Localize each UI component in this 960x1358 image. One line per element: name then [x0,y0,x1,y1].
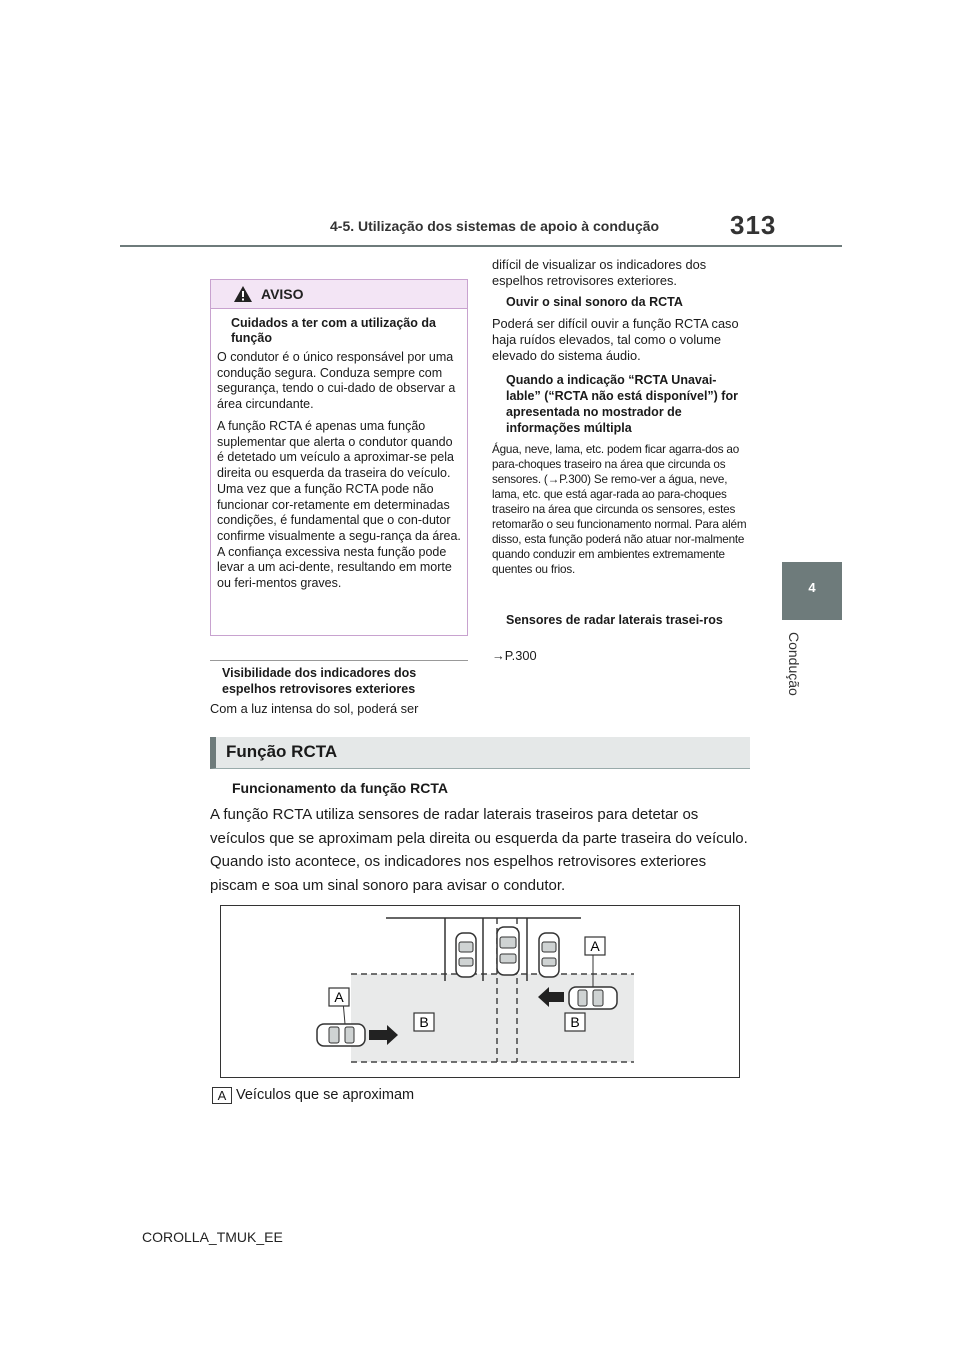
label-a-left [329,988,349,1006]
label-b-right [565,1013,585,1031]
approaching-vehicle-left [317,1024,365,1046]
model-code: COROLLA_TMUK_EE [142,1229,283,1245]
warning-box [210,279,468,636]
chapter-tab-number: 4 [808,580,816,595]
parked-car [539,933,559,977]
visibility-heading: Visibilidade dos indicadores dos espelhos retrovisores exteriores [222,666,417,696]
approaching-vehicle-right [569,987,617,1009]
warning-triangle-icon [233,285,253,303]
rcta-diagram-svg [221,906,739,1077]
label-a-text: A [334,989,344,1005]
warning-subtitle: Cuidados a ter com a utilização da função [231,316,436,345]
warning-paragraph: A função RCTA é apenas uma função suplementar que alerta o condutor quando é detetado um veículo a aproximar-se pela direita ou esquerda da traseira do veículo. Uma vez que a função RCTA pode não funcionar cor-retamente em determinadas condições, é fundamental que o con-dutor confirme visualmente a segu-rança da área. A confiança excessiva nesta função pode levar a um aci-dente, resultando em morte ou feri-mentos graves. [217,419,461,591]
warning-title: AVISO [261,286,304,302]
legend-badge: A [212,1087,232,1104]
header-rule [120,245,842,247]
label-b-text: B [419,1014,429,1030]
chapter-tab-label: Condução [786,632,802,696]
warning-paragraph: O condutor é o único responsável por uma condução segura. Conduza sempre com segurança, tendo o cui-dado de observar a área circundante. [217,350,456,412]
legend-text: Veículos que se aproximam [236,1087,415,1103]
operation-text: A função RCTA utiliza sensores de radar laterais traseiros para detetar os veículos que se aproximam pela direita ou esquerda da parte traseira do veículo. Quando isto acontece, os indicadores nos espelhos retrovisores exteriores piscam e soa um sinal sonoro para avisar o condutor. [210,806,748,894]
warning-header [211,280,467,309]
column-divider [210,660,468,661]
page-number: 313 [730,210,777,240]
section-title: Função RCTA [226,742,338,761]
label-a-text: A [590,938,600,954]
section-header-title: 4-5. Utilização dos sistemas de apoio à condução [330,218,660,234]
radar-heading: Sensores de radar laterais trasei-ros [506,613,723,627]
own-vehicle [497,927,519,975]
label-b-text: B [570,1014,580,1030]
buzzer-text: Poderá ser difícil ouvir a função RCTA caso haja ruídos elevados, tal como o volume elevado do sistema áudio. [492,316,739,363]
buzzer-heading: Ouvir o sinal sonoro da RCTA [506,295,683,309]
unavailable-heading: Quando a indicação “RCTA Unavai-lable” (“RCTA não está disponível”) for apresentada no mostrador de informações múltipla [506,373,738,435]
visibility-text: Com a luz intensa do sol, poderá ser [210,701,419,716]
visibility-text-continued: difícil de visualizar os indicadores dos espelhos retrovisores exteriores. [492,257,707,288]
operation-heading: Funcionamento da função RCTA [232,780,448,796]
unavailable-text: Água, neve, lama, etc. podem ficar agarra-dos ao para-choques traseiro na área que circunda os sensores. (→P.300) Se remo-ver a água, neve, lama, etc. que está agar-rada ao para-choques traseiro na área que circunda os sensores, estes retomarão o seu funcionamento normal. Para além disso, esta função poderá não atuar nor-malmente quando conduzir em ambientes extremamente quentes ou frios. [492,443,747,576]
label-a-right [585,937,605,955]
label-b-left [414,1013,434,1031]
radar-page-reference[interactable]: →P.300 [492,648,537,663]
section-title-bar [210,737,750,769]
parked-car [456,933,476,977]
rcta-diagram [220,905,740,1078]
